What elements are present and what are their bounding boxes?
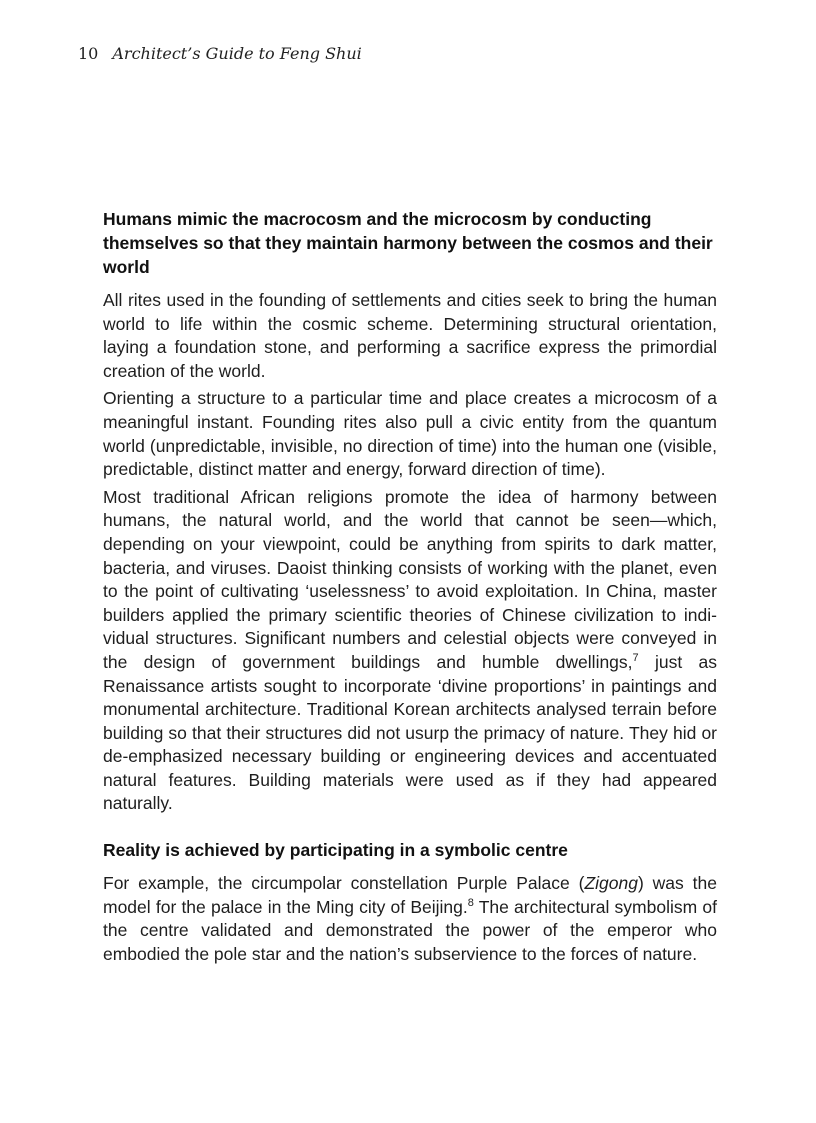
italic-term: Zigong	[584, 873, 638, 894]
paragraph-founding-rites: All rites used in the founding of settlements and cities seek to bring the human world to life within the cosmic scheme. Determining structural orientation, laying a foundation stone, and performing a sacrifice express the primordial creation of the world.	[103, 290, 717, 381]
footnote-marker: 7	[632, 652, 639, 665]
running-head	[78, 44, 362, 63]
page-number: 10	[78, 44, 99, 63]
paragraph-text: For example, the circumpolar constellation Purple Palace (	[103, 873, 585, 894]
page-content	[103, 207, 717, 970]
paragraph-text: ) was the model for the palace in the Ming city of Beijing.	[103, 873, 718, 917]
paragraph-orienting-structure: Orienting a structure to a particular time and place creates a microcosm of a meaningful instant. Founding rites also pull a civic entity from the quantum world (unpredictable, invisible, no direction of time) into the human one (visible, predictable, distinct matter and energy, forward direction of time).	[103, 388, 717, 480]
paragraph-purple-palace	[103, 872, 717, 966]
paragraph-text: The architectural symbolism of the centre validated and demonstrated the power of the emperor who embodied the pole star and the nation’s subservience to the forces of nature.	[103, 896, 717, 964]
section-heading-symbolic-centre: Reality is achieved by participating in a symbolic centre	[103, 840, 568, 861]
footnote-marker: 8	[467, 896, 474, 909]
section-heading-harmony: Humans mimic the macrocosm and the microcosm by conducting themselves so that they maintain harmony between the cosmos and their world	[103, 209, 713, 277]
paragraph-traditional-religions	[103, 486, 717, 816]
paragraph-text: just as Renaissance artists sought to incorporate ‘divine proportions’ in paintings and monumental architecture. Traditional Korean architects analysed terrain before building so that their structures did not usurp the primacy of nature. They hid or de-emphasized necessary building or engineering devices and accentuated natural features. Building materials were used as if they had appeared naturally.	[103, 651, 717, 814]
paragraph-text: Most traditional African religions promote the idea of harmony between humans, the natural world, and the world that cannot be seen—which, depending on your viewpoint, could be anything from spirits to dark matter, bacteria, and viruses. Daoist thinking consists of working with the planet, even to the point of cultivating ‘uselessness’ to avoid exploitation. In China, master builders applied the primary scientific theories of Chinese civilization to individual structures. Significant numbers and celestial objects were conveyed in the design of government buildings and humble dwellings,	[103, 486, 717, 672]
book-title: Architect’s Guide to Feng Shui	[112, 44, 362, 63]
